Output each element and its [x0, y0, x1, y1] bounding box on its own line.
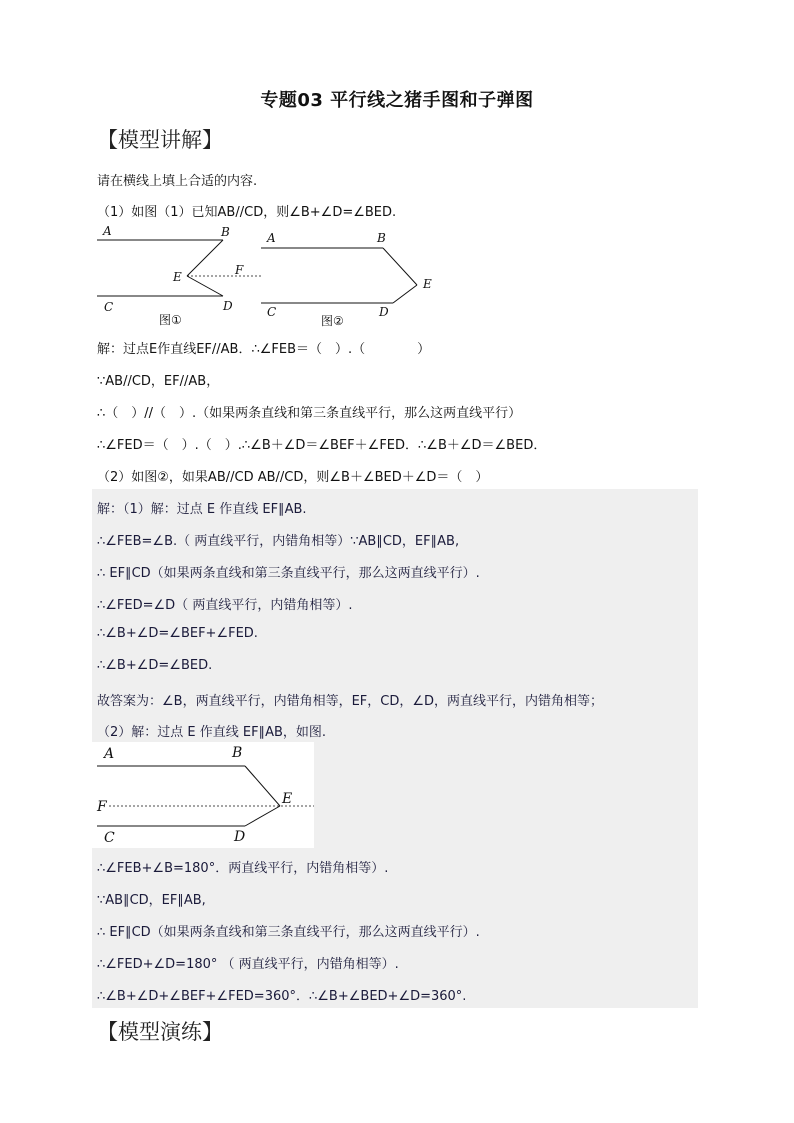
question-1: （1）如图（1）已知AB//CD，则∠B+∠D=∠BED.	[97, 205, 397, 220]
fig1-label-b: B	[221, 225, 230, 239]
figure-2-diagram	[255, 226, 445, 330]
solution-2-line-3: ∴ EF∥CD（如果两条直线和第三条直线平行，那么这两直线平行）.	[97, 925, 480, 940]
solution-1-line-5: ∴∠B+∠D=∠BEF+∠FED.	[97, 626, 258, 641]
fig2-caption: 图②	[321, 314, 344, 328]
question-line-1: 解：过点E作直线EF//AB．∴∠FEB＝（ ）.（ ）	[97, 342, 431, 357]
question-line-5: （2）如图②，如果AB//CD AB//CD，则∠B＋∠BED＋∠D＝（ ）	[97, 470, 489, 485]
fig1-label-e: E	[173, 270, 182, 284]
question-line-2: ∵AB//CD，EF//AB，	[97, 374, 220, 389]
solution-1-line-7: 故答案为：∠B，两直线平行，内错角相等，EF，CD，∠D，两直线平行，内错角相等；	[97, 694, 604, 709]
solution-1-line-1: 解：（1）解：过点 E 作直线 EF∥AB.	[97, 502, 307, 517]
fig3-label-a: A	[104, 746, 115, 762]
solution-1-line-2: ∴∠FEB=∠B.（ 两直线平行，内错角相等）∵AB∥CD，EF∥AB,	[97, 534, 460, 549]
fig3-segment-ed	[245, 806, 280, 826]
fig2-segment-ed	[393, 285, 417, 303]
section-heading-model-practice: 【模型演练】	[97, 1020, 223, 1044]
fig1-segment-be	[187, 240, 223, 276]
fig2-label-c: C	[267, 305, 277, 319]
solution-1-line-6: ∴∠B+∠D=∠BED.	[97, 658, 213, 673]
fig1-label-a: A	[103, 224, 112, 238]
figure-3-diagram	[95, 742, 314, 848]
fig1-segment-ed	[187, 276, 223, 296]
fig1-label-c: C	[104, 300, 114, 314]
question-line-4: ∴∠FED＝（ ）.（ ）.∴∠B＋∠D＝∠BEF＋∠FED．∴∠B＋∠D＝∠BED．	[97, 438, 547, 453]
fig2-label-e: E	[423, 277, 432, 291]
solution-1-line-8: （2）解：过点 E 作直线 EF∥AB，如图.	[97, 725, 327, 740]
solution-1-line-3: ∴ EF∥CD（如果两条直线和第三条直线平行，那么这两直线平行）.	[97, 566, 480, 581]
fig2-segment-be	[383, 248, 417, 285]
section-heading-model-explain: 【模型讲解】	[97, 128, 223, 152]
question-line-3: ∴（ ）//（ ）.（如果两条直线和第三条直线平行，那么这两直线平行）	[97, 406, 522, 421]
fig1-label-f: F	[235, 263, 244, 277]
fig3-label-c: C	[104, 830, 115, 846]
fig2-label-b: B	[377, 231, 386, 245]
fig3-label-f: F	[97, 799, 107, 815]
solution-side-background	[314, 742, 698, 848]
solution-2-line-2: ∵AB∥CD，EF∥AB,	[97, 893, 206, 908]
fig1-caption: 图①	[159, 313, 182, 327]
solution-2-line-4: ∴∠FED+∠D=180° （ 两直线平行，内错角相等）.	[97, 957, 399, 972]
intro-text: 请在横线上填上合适的内容.	[97, 174, 258, 189]
solution-1-line-4: ∴∠FED=∠D（ 两直线平行，内错角相等）.	[97, 598, 353, 613]
fig3-segment-be	[245, 766, 280, 806]
figure-1-diagram	[95, 222, 265, 330]
solution-2-line-1: ∴∠FEB+∠B=180°．两直线平行，内错角相等）.	[97, 861, 389, 876]
fig2-label-a: A	[267, 231, 276, 245]
solution-2-line-5: ∴∠B+∠D+∠BEF+∠FED=360°．∴∠B+∠BED+∠D=360°.	[97, 989, 467, 1004]
page-title: 专题03 平行线之猪手图和子弹图	[260, 90, 534, 111]
fig2-label-d: D	[379, 305, 389, 319]
fig3-label-d: D	[234, 829, 246, 845]
fig1-label-d: D	[223, 299, 233, 313]
fig3-label-e: E	[282, 791, 293, 807]
fig3-label-b: B	[232, 745, 243, 761]
